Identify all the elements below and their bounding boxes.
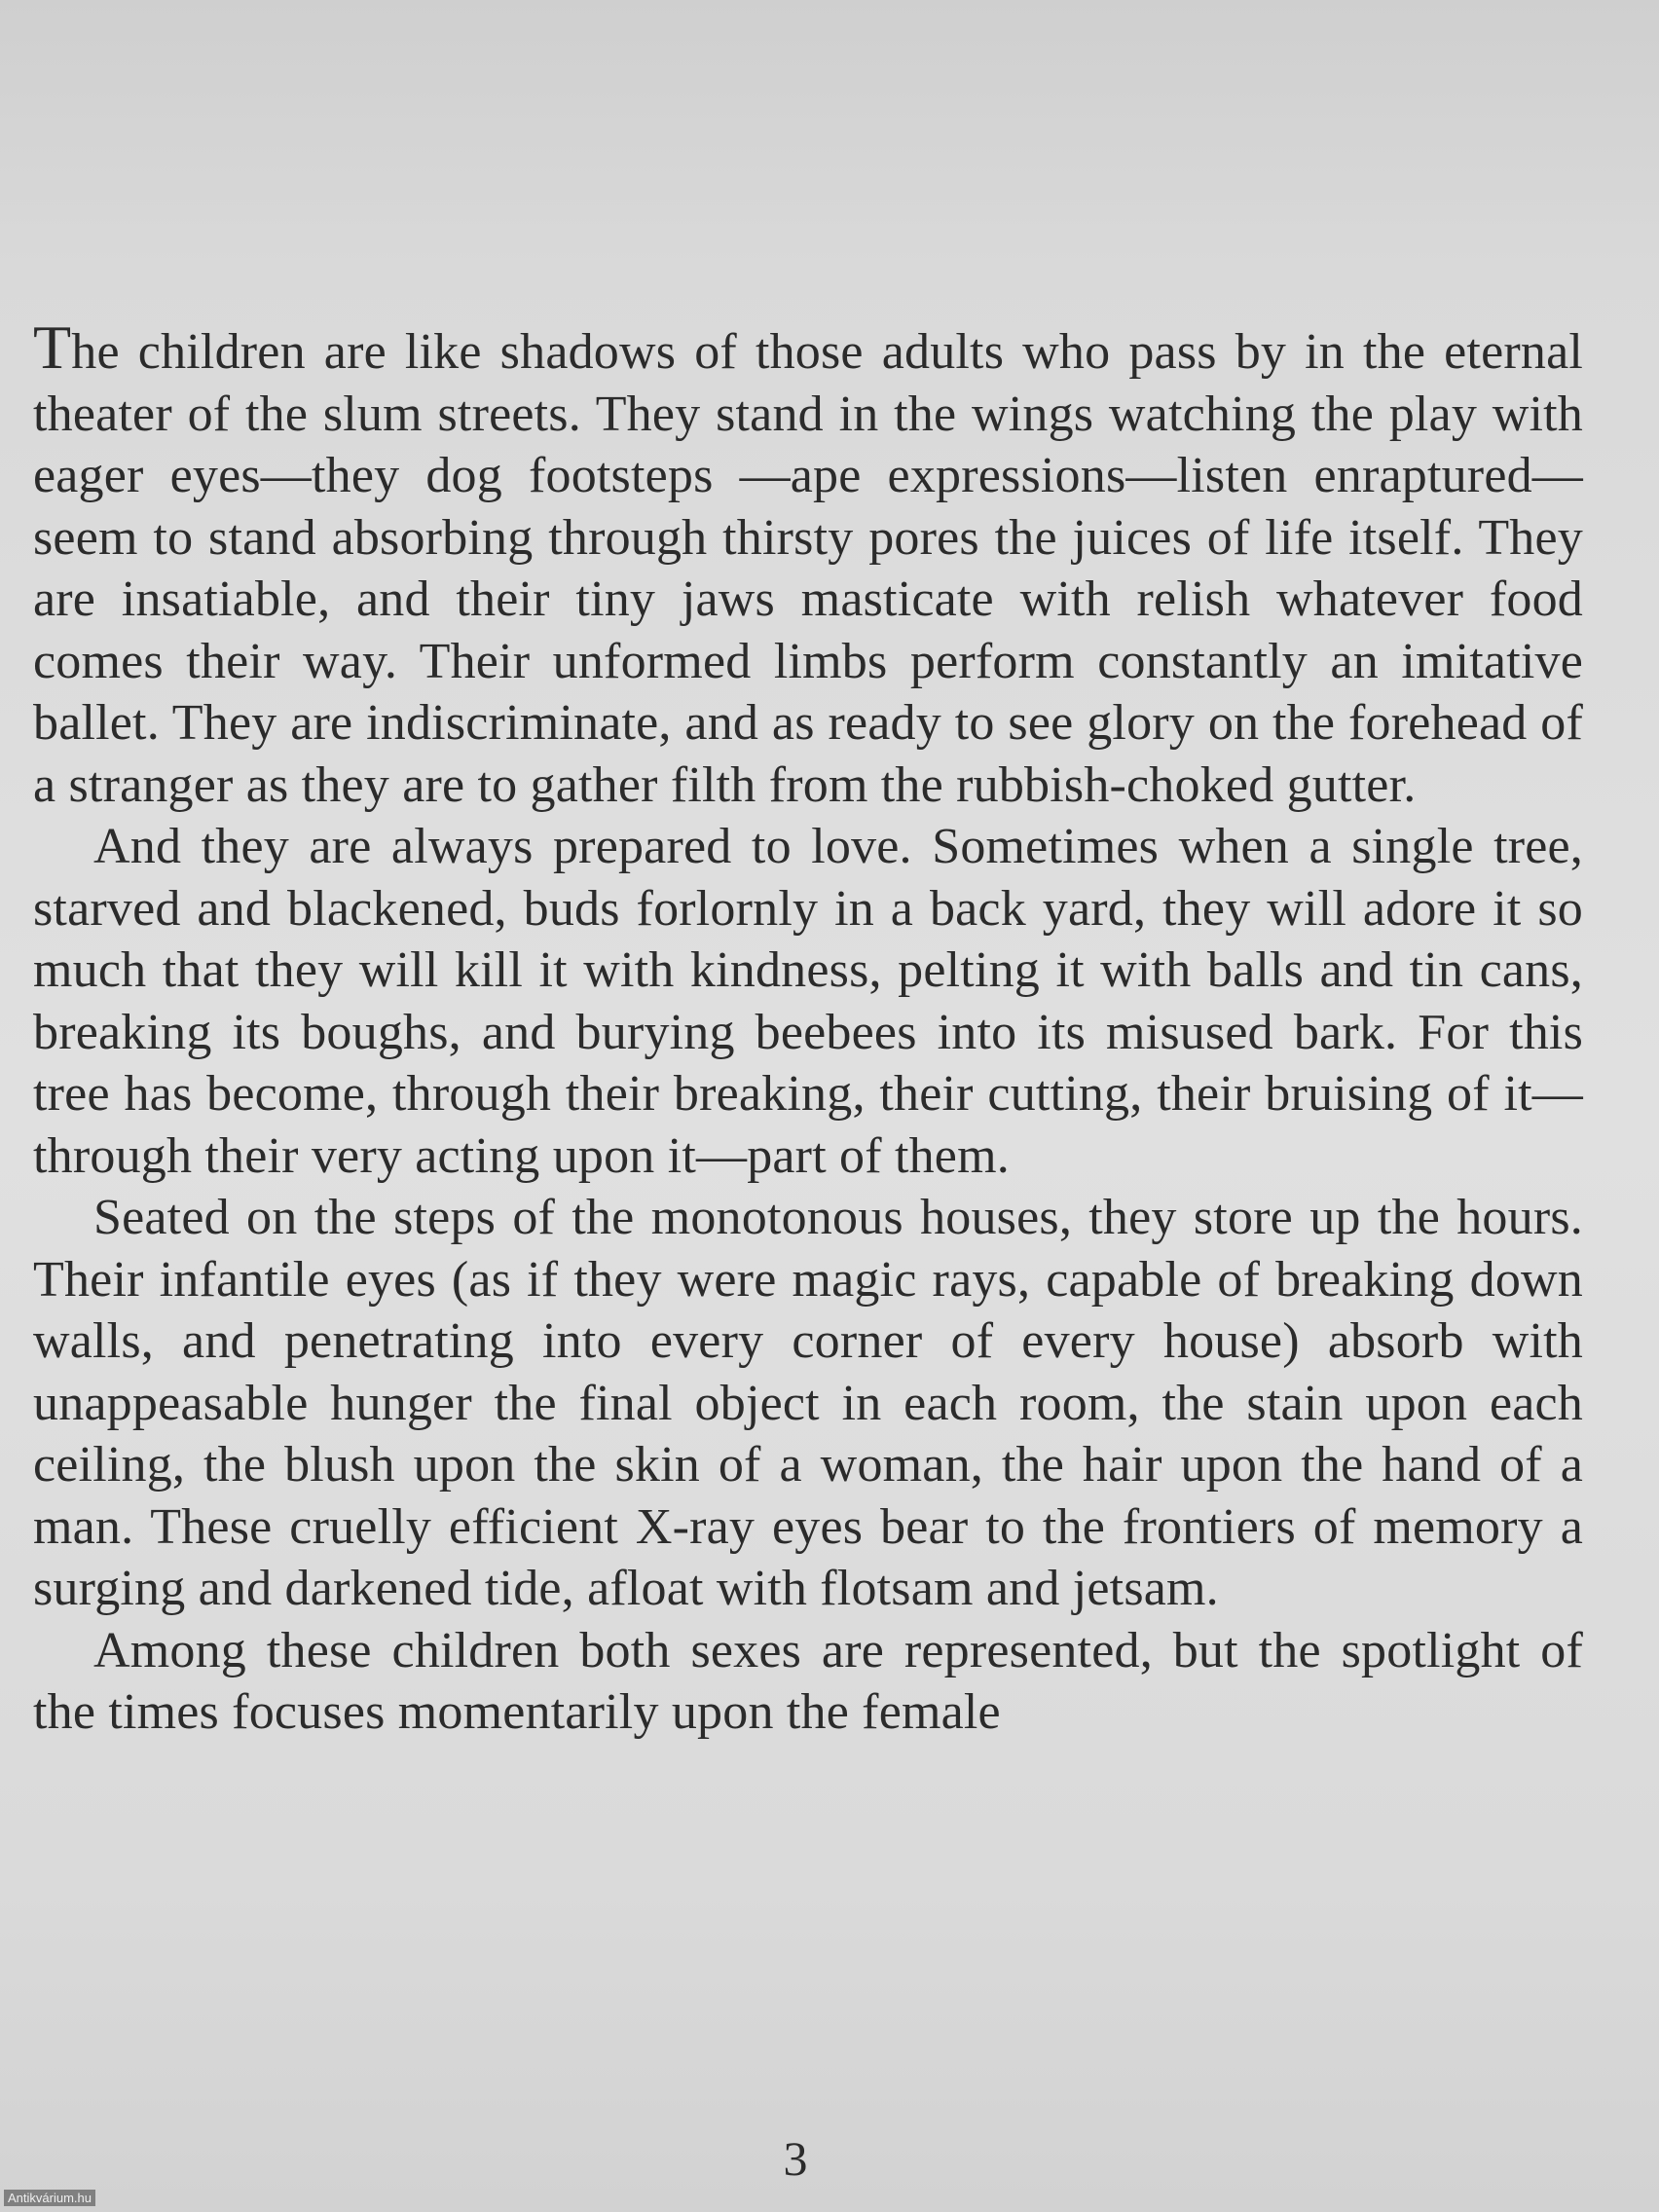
- paragraph-1: [33, 313, 1583, 816]
- watermark: Antikvárium.hu: [4, 2190, 95, 2206]
- paragraph-1-initial: T: [33, 313, 72, 382]
- paragraph-1-text: he children are like shadows of those adults who pass by in the eternal theater of the slum streets. They stand in the wings watching the play with eager eyes—they dog footsteps —ape expressions—listen enraptured—seem to stand absorbing through thirsty pores the juices of life itself. They are insatiable, and their tiny jaws masticate with relish whatever food comes their way. Their unformed limbs perform constantly an imitative ballet. They are indiscriminate, and as ready to see glory on the forehead of a stranger as they are to gather filth from the rubbish-choked gutter.: [33, 324, 1583, 813]
- paragraph-2: And they are always prepared to love. Sometimes when a single tree, starved and blackened, buds forlornly in a back yard, they will adore it so much that they will kill it with kindness, pelting it with balls and tin cans, breaking its boughs, and burying beebees into its misused bark. For this tree has become, through their breaking, their cutting, their bruising of it—through their very acting upon it—part of them.: [33, 819, 1583, 1184]
- body-text: [33, 313, 1583, 1744]
- paragraph-4: Among these children both sexes are represented, but the spotlight of the times focuses momentarily upon the female: [33, 1622, 1583, 1740]
- page-number: 3: [783, 2131, 808, 2186]
- paragraph-3: Seated on the steps of the monotonous houses, they store up the hours. Their infantile eyes (as if they were magic rays, capable of breaking down walls, and penetrating into every corner of every house) absorb with unappeasable hunger the final object in each room, the stain upon each ceiling, the blush upon the skin of a woman, the hair upon the hand of a man. These cruelly efficient X-ray eyes bear to the frontiers of memory a surging and darkened tide, afloat with flotsam and jetsam.: [33, 1190, 1583, 1616]
